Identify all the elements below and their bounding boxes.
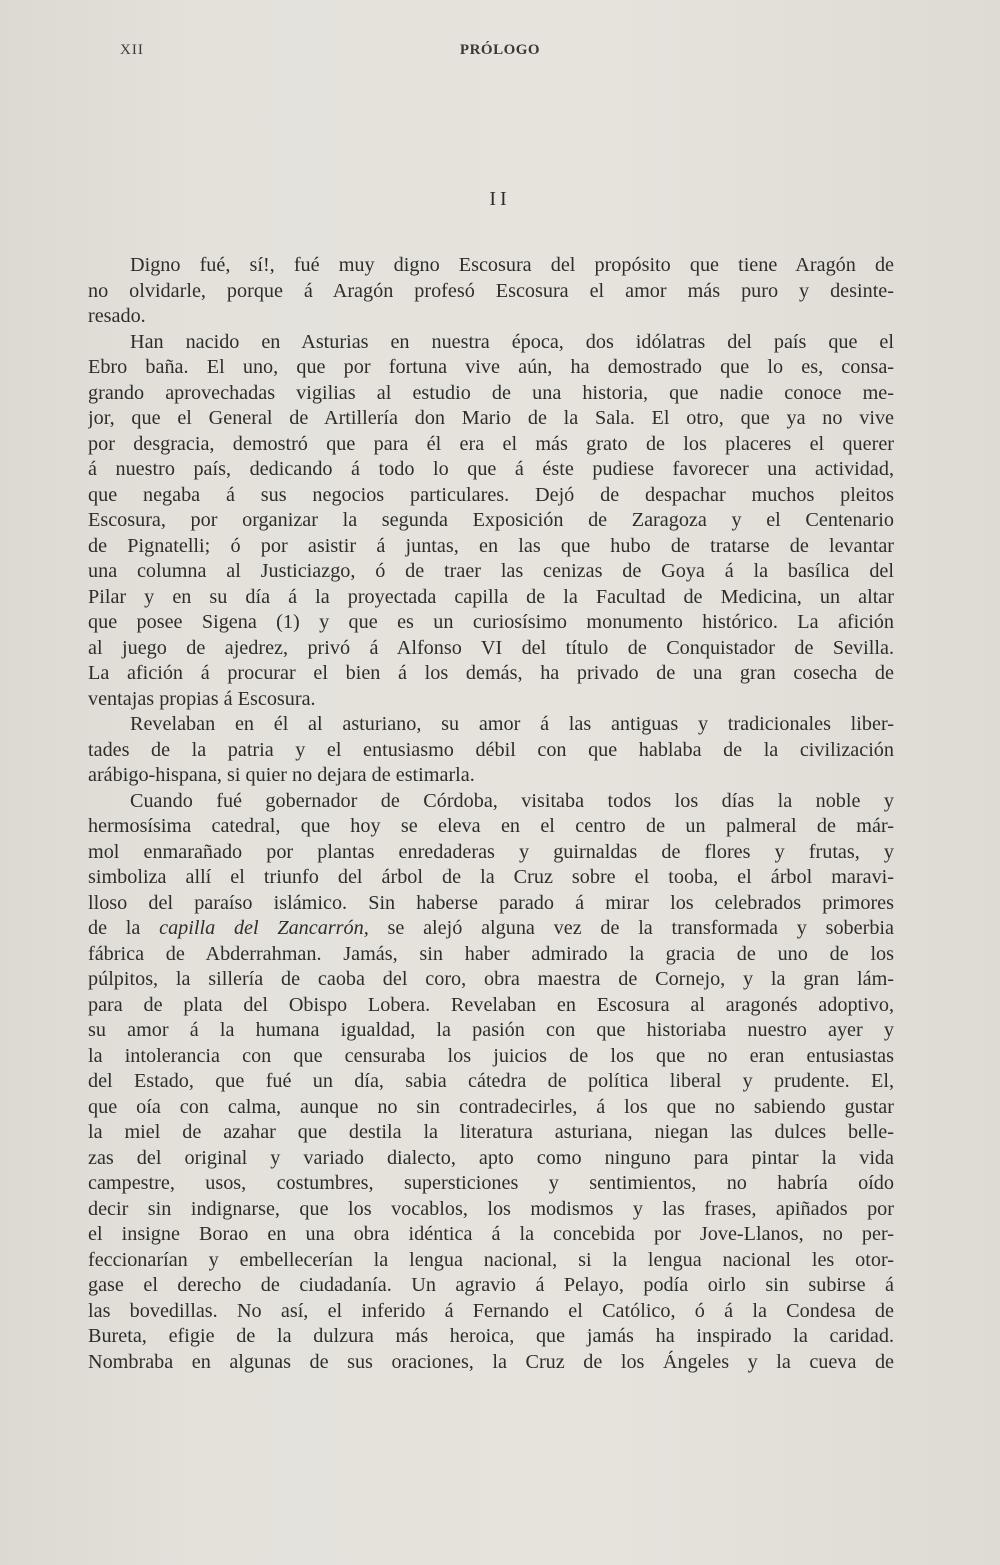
page-number: XII [120,42,144,58]
text-line: de Pignatelli; ó por asistir á juntas, en las que hubo de tratarse de levantar [88,534,894,557]
text-line: Bureta, efigie de la dulzura más heroica, que jamás ha inspirado la caridad. [88,1325,894,1347]
text-line: Digno fué, sí!, fué muy digno Escosura del propósito que tiene Aragón de [130,254,894,276]
text-line: la intolerancia con que censuraba los juicios de los que no eran entusiastas [88,1044,894,1067]
text-line: que oía con calma, aunque no sin contradecirles, á los que no sabiendo gustar [88,1095,894,1118]
text-line: Nombraba en algunas de sus oraciones, la Cruz de los Ángeles y la cueva de [88,1350,894,1373]
text-line: hermosísima catedral, que hoy se eleva en el centro de un palmeral de már- [88,815,894,837]
text-line: simboliza allí el triunfo del árbol de la Cruz sobre el tooba, el árbol maravi- [88,866,894,888]
text-line: Han nacido en Asturias en nuestra época, dos idólatras del país que el [130,330,894,353]
text-line: para de plata del Obispo Lobera. Revelaban en Escosura al aragonés adoptivo, [88,993,894,1016]
text-line: grando aprovechadas vigilias al estudio de una historia, que nadie conoce me- [88,381,894,404]
text-line: jor, que el General de Artillería don Mario de la Sala. El otro, que ya no vive [88,407,894,429]
running-title: PRÓLOGO [459,42,541,58]
text-line: feccionarían y embellecerían la lengua nacional, si la lengua nacional les otor- [88,1248,894,1271]
text-line: á nuestro país, dedicando á todo lo que á éste pudiese favorecer una actividad, [88,458,894,480]
text-line: púlpitos, la sillería de caoba del coro, obra maestra de Cornejo, y la gran lám- [88,968,894,990]
text-line [88,916,894,942]
text-line: lloso del paraíso islámico. Sin haberse parado á mirar los celebrados primores [88,891,894,914]
text-line: gase el derecho de ciudadanía. Un agravio á Pelayo, podía oirlo sin subirse á [88,1274,894,1296]
text-segment: de la [88,917,160,939]
text-line: ventajas propias á Escosura. [88,687,316,710]
text-line: resado. [88,305,146,327]
text-line: zas del original y variado dialecto, apto como ninguno para pintar la vida [88,1146,894,1169]
text-line: tades de la patria y el entusiasmo débil con que hablaba de la civilización [88,738,894,761]
text-line: decir sin indignarse, que los vocablos, los modismos y las frases, apiñados por [88,1197,894,1220]
text-line: que posee Sigena (1) y que es un curiosísimo monumento histórico. La afición [88,611,894,633]
text-line: la miel de azahar que destila la literatura asturiana, niegan las dulces belle- [88,1121,894,1143]
text-line: el insigne Borao en una obra idéntica á la concebida por Jove-Llanos, no per- [88,1223,894,1245]
section-number: II [489,188,511,210]
body-text [88,253,894,1375]
text-line: campestre, usos, costumbres, supersticiones y sentimientos, no habría oído [88,1172,894,1194]
text-line: Escosura, por organizar la segunda Exposición de Zaragoza y el Centenario [88,509,894,531]
text-line: al juego de ajedrez, privó á Alfonso VI del título de Conquistador de Sevilla. [88,636,894,659]
text-line: mol enmarañado por plantas enredaderas y guirnaldas de flores y frutas, y [88,840,894,863]
text-line: Pilar y en su día á la proyectada capilla de la Facultad de Medicina, un altar [88,585,894,608]
text-line: las bovedillas. No así, el inferido á Fernando el Católico, ó á la Condesa de [88,1299,894,1322]
text-line: Ebro baña. El uno, que por fortuna vive aún, ha demostrado que lo es, consa- [88,356,894,378]
text-line: una columna al Justiciazgo, ó de traer las cenizas de Goya á la basílica del [88,560,894,582]
text-line: su amor á la humana igualdad, la pasión con que historiaba nuestro ayer y [88,1019,894,1041]
text-line: arábigo-hispana, si quier no dejara de estimarla. [88,764,475,786]
text-line: Revelaban en él al asturiano, su amor á las antiguas y tradicionales liber- [130,713,894,735]
text-line: Cuando fué gobernador de Córdoba, visitaba todos los días la noble y [130,789,894,812]
text-line: del Estado, que fué un día, sabia cátedra de política liberal y prudente. El, [88,1070,894,1092]
italic-title: capilla del Zancarrón, [159,917,369,939]
text-line: La afición á procurar el bien á los demás, ha privado de una gran cosecha de [88,662,894,684]
text-line: no olvidarle, porque á Aragón profesó Escosura el amor más puro y desinte- [88,279,894,302]
text-line: fábrica de Abderrahman. Jamás, sin haber admirado la gracia de uno de los [88,942,894,965]
text-segment: se alejó alguna vez de la transformada y soberbia [368,917,894,939]
text-line: que negaba á sus negocios particulares. Dejó de despachar muchos pleitos [88,483,894,506]
running-head [120,42,880,62]
text-line: por desgracia, demostró que para él era el más grato de los placeres el querer [88,432,894,455]
